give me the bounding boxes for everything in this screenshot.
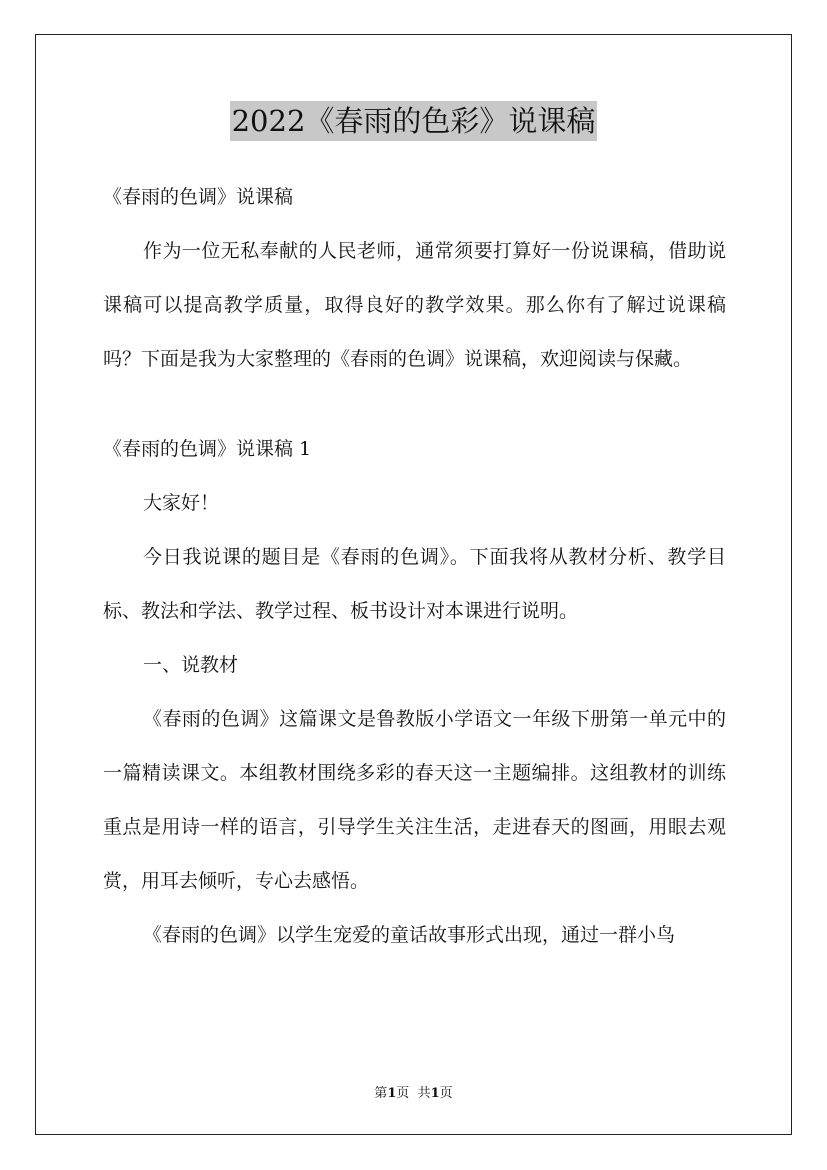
footer-total-pages: 1: [430, 1086, 440, 1101]
document-title: 2022《春雨的色彩》说课稿: [230, 101, 598, 141]
footer-suffix: 页: [439, 1086, 453, 1101]
page-footer: [0, 1082, 827, 1101]
textbook-paragraph: 《春雨的色调》这篇课文是鲁教版小学语文一年级下册第一单元中的一篇精读课文。本组教材围绕多彩的春天这一主题编排。这组教材的训练重点是用诗一样的语言，引导学生关注生活，走进春天的图画，用眼去观赏，用耳去倾听，专心去感悟。: [103, 708, 726, 892]
paragraph-gap: [103, 386, 726, 422]
footer-middle: 页 共: [396, 1086, 431, 1101]
document-title-container: [0, 101, 827, 141]
greeting-paragraph: 大家好！: [143, 492, 220, 514]
subsection-heading: 一、说教材: [143, 654, 239, 676]
section-heading: 《春雨的色调》说课稿 1: [103, 438, 312, 460]
footer-page-number: 1: [387, 1086, 397, 1101]
subtitle-paragraph: 《春雨的色调》说课稿: [103, 186, 294, 208]
footer-prefix: 第: [374, 1086, 388, 1101]
story-paragraph: 《春雨的色调》以学生宠爱的童话故事形式出现，通过一群小鸟: [143, 924, 676, 946]
document-body: [103, 170, 726, 962]
intro-paragraph: 作为一位无私奉献的人民老师，通常须要打算好一份说课稿，借助说课稿可以提高教学质量，取得良好的教学效果。那么你有了解过说课稿吗？下面是我为大家整理的《春雨的色调》说课稿，欢迎阅读与保藏。: [103, 240, 726, 370]
topic-paragraph: 今日我说课的题目是《春雨的色调》。下面我将从教材分析、教学目标、教法和学法、教学过程、板书设计对本课进行说明。: [103, 546, 726, 622]
